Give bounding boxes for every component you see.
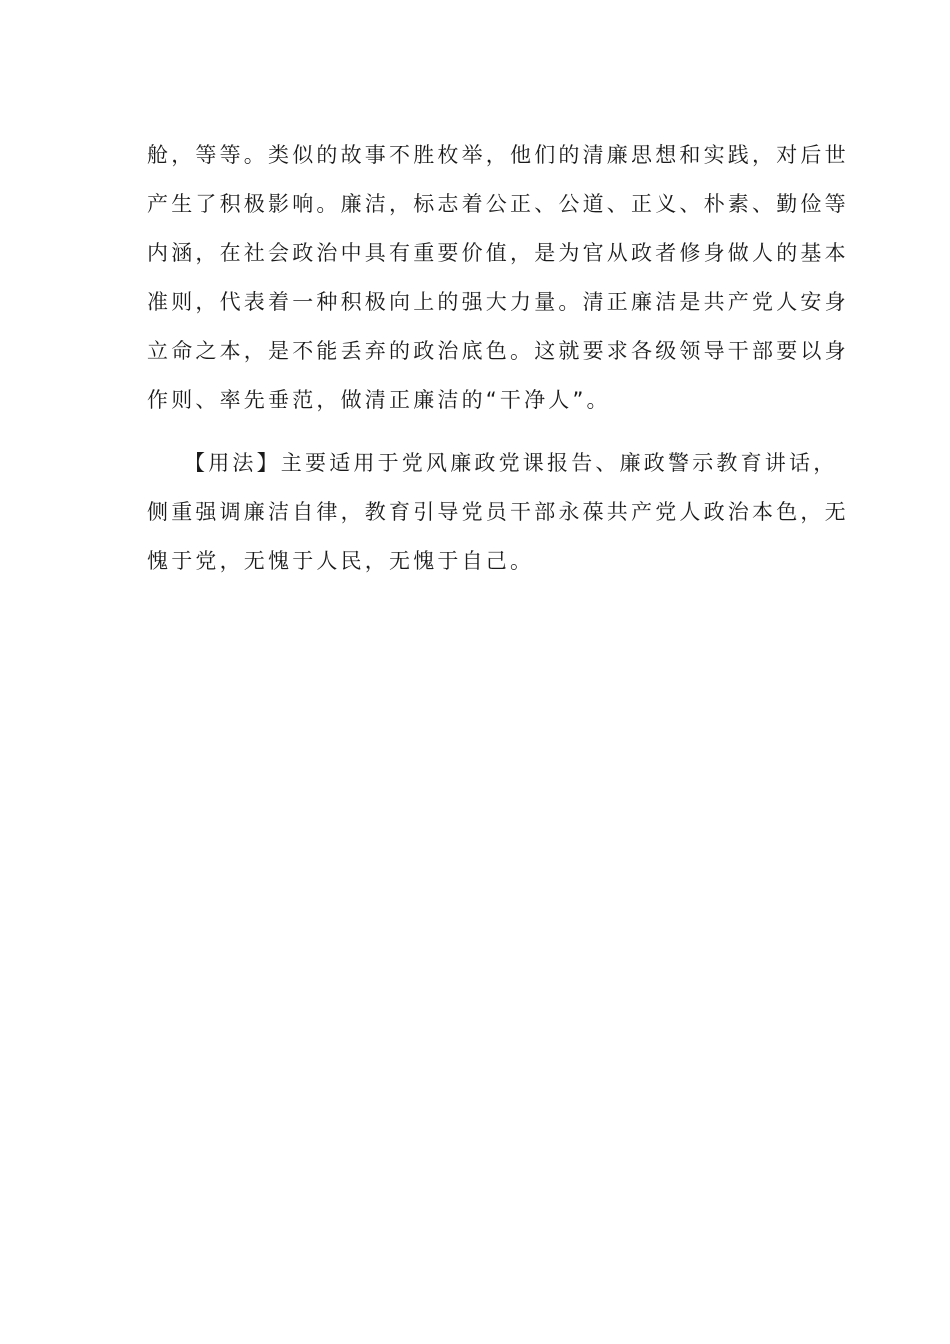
text-line: 侧重强调廉洁自律，教育引导党员干部永葆共产党人政治本色，无 xyxy=(147,500,849,524)
paragraph-1 xyxy=(147,131,849,425)
text-line: 作则、率先垂范，做清正廉洁的“干净人”。 xyxy=(147,388,611,412)
text-line: 【用法】主要适用于党风廉政党课报告、廉政警示教育讲话， xyxy=(184,451,838,475)
document-body xyxy=(147,131,849,586)
text-line: 内涵，在社会政治中具有重要价值，是为官从政者修身做人的基本 xyxy=(147,241,849,265)
text-line: 舱，等等。类似的故事不胜枚举，他们的清廉思想和实践，对后世 xyxy=(147,143,849,167)
text-line: 产生了积极影响。廉洁，标志着公正、公道、正义、朴素、勤俭等 xyxy=(147,192,849,216)
paragraph-2 xyxy=(147,439,849,586)
text-line: 愧于党，无愧于人民，无愧于自己。 xyxy=(147,549,535,573)
text-line: 准则，代表着一种积极向上的强大力量。清正廉洁是共产党人安身 xyxy=(147,290,849,314)
paragraph-spacer xyxy=(147,425,807,439)
text-line: 立命之本，是不能丢弃的政治底色。这就要求各级领导干部要以身 xyxy=(147,339,849,363)
